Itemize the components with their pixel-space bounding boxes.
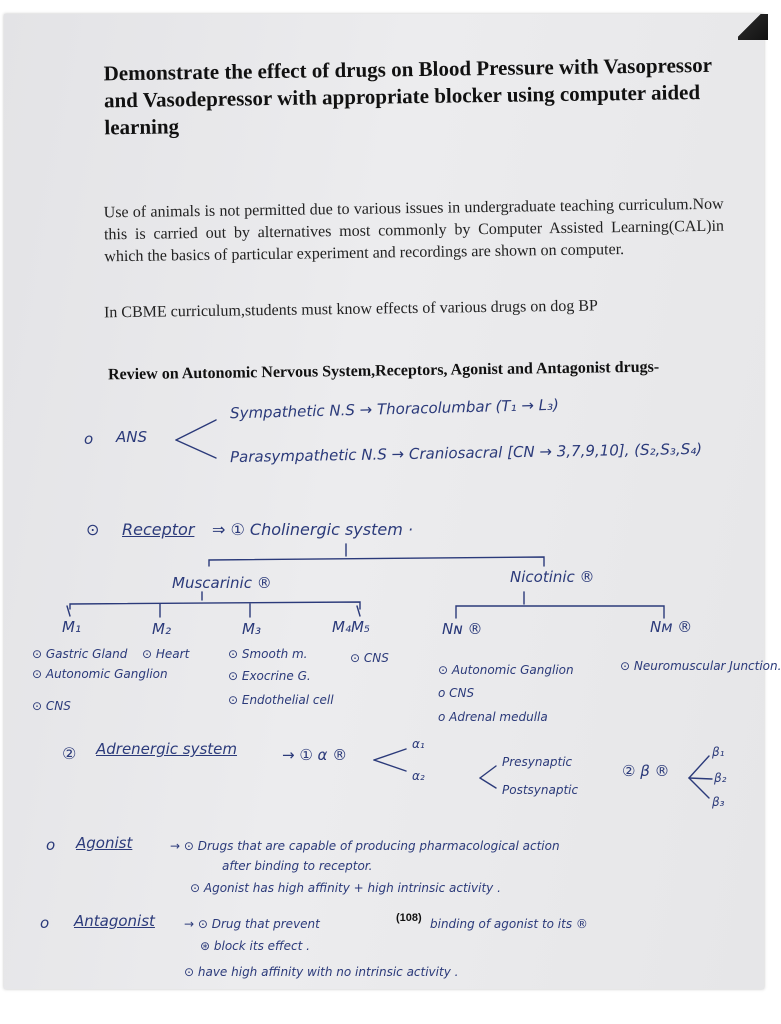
sympathetic-line: Sympathetic N.S → Thoracolumbar (T₁ → L₃) [229, 395, 560, 423]
alpha-receptor: → ① α ® [282, 746, 348, 764]
receptor-label: Receptor [122, 520, 195, 539]
m3-item: ⊙ Endothelial cell [228, 693, 334, 707]
antagonist-bullet: o [40, 914, 50, 932]
m4m5-label: M₄M₅ [332, 618, 370, 636]
alpha2-label: α₂ [412, 769, 425, 783]
nn-label: Nɴ ® [442, 620, 483, 638]
nn-item: o Adrenal medulla [438, 710, 548, 724]
adrenergic-bullet: ② [62, 744, 77, 763]
ans-label: ANS [116, 428, 148, 446]
section-heading: Review on Autonomic Nervous System,Receptors, Agonist and Antagonist drugs- [107, 358, 660, 384]
alpha1-label: α₁ [412, 737, 425, 751]
nn-item: ⊙ Autonomic Ganglion [438, 663, 574, 677]
receptor-bullet: ⊙ [86, 520, 100, 539]
page-number: (108) [396, 912, 422, 924]
notebook-page [4, 14, 781, 989]
agonist-definition: → ⊙ Drugs that are capable of producing pharmacological action [170, 839, 560, 853]
m3-label: M₃ [242, 620, 261, 638]
cbme-paragraph: In CBME curriculum,students must know effects of various drugs on dog BP [103, 297, 598, 322]
nm-item: ⊙ Neuromuscular Junction. [620, 659, 781, 673]
page-corner-shadow [738, 14, 768, 40]
m2-label: M₂ [152, 620, 171, 638]
nicotinic-label: Nicotinic ® [510, 568, 595, 586]
antagonist-affinity: ⊙ have high affinity with no intrinsic activity . [184, 965, 459, 979]
ans-bullet: o [84, 430, 94, 448]
m1-item: ⊙ CNS [32, 699, 71, 713]
parasympathetic-line: Parasympathetic N.S → Craniosacral [CN → 3,7,9,10], (S₂,S₃,S₄) [229, 439, 703, 467]
nm-label: Nᴍ ® [650, 618, 693, 636]
antagonist-definition-a: → ⊙ Drug that prevent [184, 917, 320, 931]
beta2-label: β₂ [714, 771, 727, 785]
page-title: Demonstrate the effect of drugs on Blood Pressure with Vasopressor and Vasodepressor with appropriate blocker using computer aided learning [103, 52, 712, 140]
antagonist-block: ⊛ block its effect . [200, 939, 310, 953]
antagonist-label: Antagonist [74, 912, 155, 930]
agonist-affinity: ⊙ Agonist has high affinity + high intrinsic activity . [190, 881, 501, 895]
m3-item: ⊙ Exocrine G. [228, 669, 311, 683]
presynaptic-label: Presynaptic [502, 755, 573, 769]
beta3-label: β₃ [712, 795, 725, 809]
agonist-definition-cont: after binding to receptor. [222, 859, 373, 873]
m1-item: ⊙ Gastric Gland [32, 647, 128, 661]
postsynaptic-label: Postsynaptic [502, 783, 579, 797]
cholinergic-system: ⇒ ① Cholinergic system · [212, 520, 413, 539]
m3-item: ⊙ Smooth m. [228, 647, 308, 661]
intro-paragraph: Use of animals is not permitted due to various issues in undergraduate teaching curriculum.Now this is carried out by alternatives most commonly by Computer Assisted Learning(CAL)in which the basics of particular experiment and recordings are shown on computer. [103, 195, 725, 266]
m1-label: M₁ [62, 618, 81, 636]
beta-receptor: ② β ® [622, 762, 670, 780]
nn-item: o CNS [438, 686, 475, 700]
adrenergic-label: Adrenergic system [96, 740, 238, 758]
agonist-label: Agonist [76, 834, 133, 852]
m1-item: ⊙ Autonomic Ganglion [32, 667, 168, 681]
antagonist-definition-b: binding of agonist to its ® [430, 917, 588, 931]
muscarinic-label: Muscarinic ® [172, 574, 272, 592]
beta1-label: β₁ [712, 745, 725, 759]
m2-item: ⊙ Heart [142, 647, 190, 661]
m4m5-item: ⊙ CNS [350, 651, 389, 665]
agonist-bullet: o [46, 836, 56, 854]
